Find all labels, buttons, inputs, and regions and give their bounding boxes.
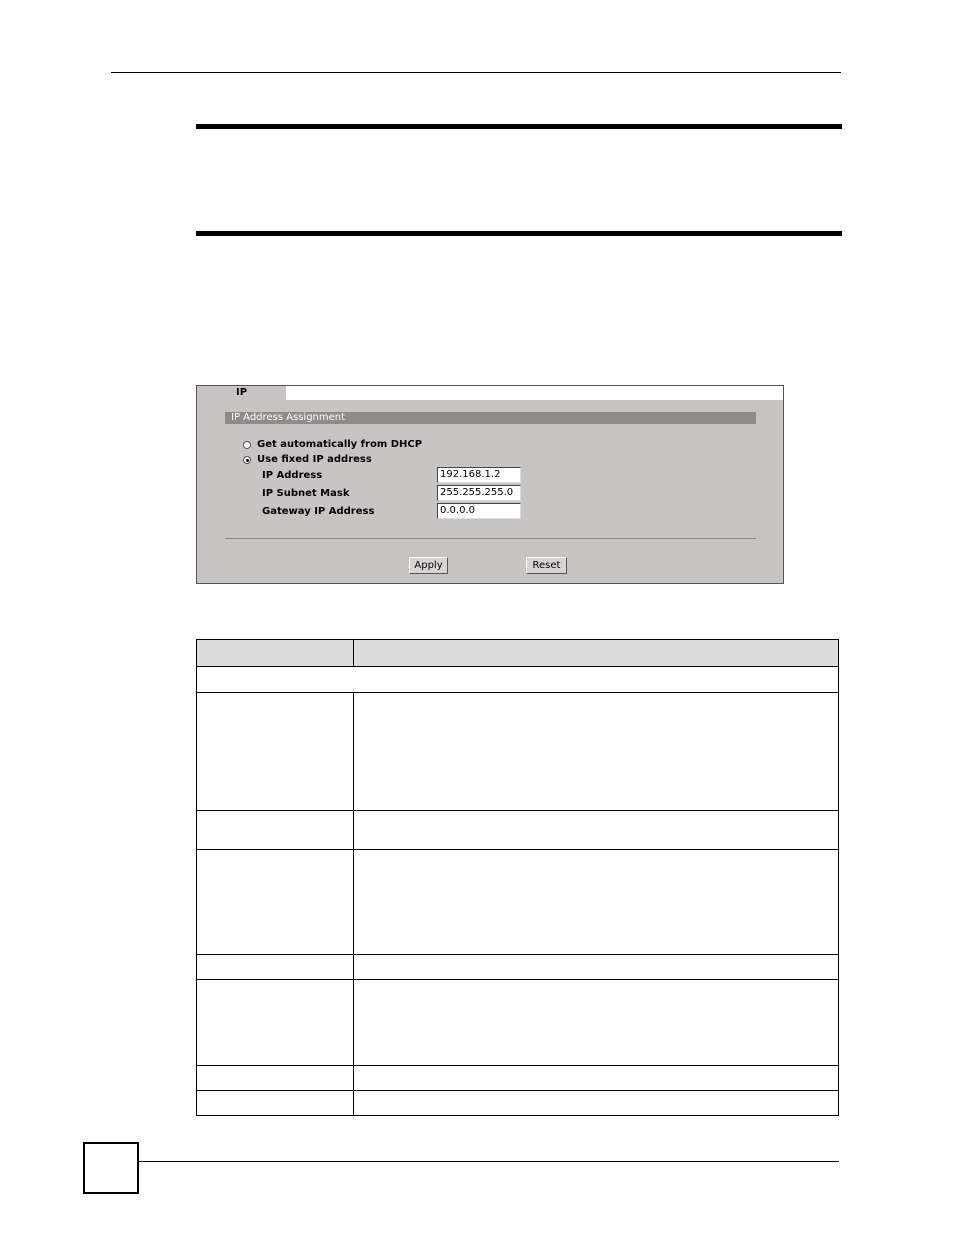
section-title: IP Address Assignment xyxy=(225,412,756,424)
tab-bar xyxy=(197,386,783,400)
table-cell xyxy=(354,811,839,850)
table-cell xyxy=(354,850,839,955)
table-cell xyxy=(354,1066,839,1091)
gateway-input[interactable]: 0.0.0.0 xyxy=(437,503,521,519)
radio-dhcp-label: Get automatically from DHCP xyxy=(257,439,423,450)
page-number-box xyxy=(83,1142,139,1194)
table-cell xyxy=(354,955,839,980)
panel-divider xyxy=(225,538,756,539)
table-section-cell xyxy=(197,667,839,693)
table-header-cell xyxy=(197,640,354,667)
table-cell xyxy=(197,955,354,980)
table-row xyxy=(197,850,839,955)
ip-settings-panel xyxy=(196,385,784,584)
ip-address-input[interactable]: 192.168.1.2 xyxy=(437,467,521,483)
table-cell xyxy=(197,693,354,811)
subnet-mask-label: IP Subnet Mask xyxy=(262,488,350,499)
table-row xyxy=(197,667,839,693)
header-rule xyxy=(111,72,841,73)
radio-dhcp[interactable] xyxy=(243,441,251,449)
table-cell xyxy=(197,850,354,955)
tab-ip[interactable]: IP xyxy=(197,386,286,400)
table-header-cell xyxy=(354,640,839,667)
radio-fixed-label: Use fixed IP address xyxy=(257,454,372,465)
table-row xyxy=(197,1066,839,1091)
table-cell xyxy=(354,980,839,1066)
apply-button[interactable]: Apply xyxy=(409,557,448,574)
field-description-table xyxy=(196,639,839,1116)
subnet-mask-input[interactable]: 255.255.255.0 xyxy=(437,485,521,501)
radio-fixed-row[interactable] xyxy=(243,454,372,465)
table-cell xyxy=(197,980,354,1066)
table-cell xyxy=(197,1091,354,1116)
title-rule-bottom xyxy=(196,231,842,236)
table-cell xyxy=(197,1066,354,1091)
table-row xyxy=(197,811,839,850)
table-row xyxy=(197,955,839,980)
table-cell xyxy=(354,693,839,811)
table-row xyxy=(197,1091,839,1116)
ip-address-label: IP Address xyxy=(262,470,323,481)
reset-button[interactable]: Reset xyxy=(526,557,567,574)
table-row xyxy=(197,693,839,811)
gateway-label: Gateway IP Address xyxy=(262,506,375,517)
table-header-row xyxy=(197,640,839,667)
table-cell xyxy=(197,811,354,850)
title-rule-top xyxy=(196,124,842,129)
table-cell xyxy=(354,1091,839,1116)
radio-dhcp-row[interactable] xyxy=(243,439,422,450)
footer-rule xyxy=(139,1161,839,1162)
table-row xyxy=(197,980,839,1066)
radio-fixed[interactable] xyxy=(243,456,251,464)
